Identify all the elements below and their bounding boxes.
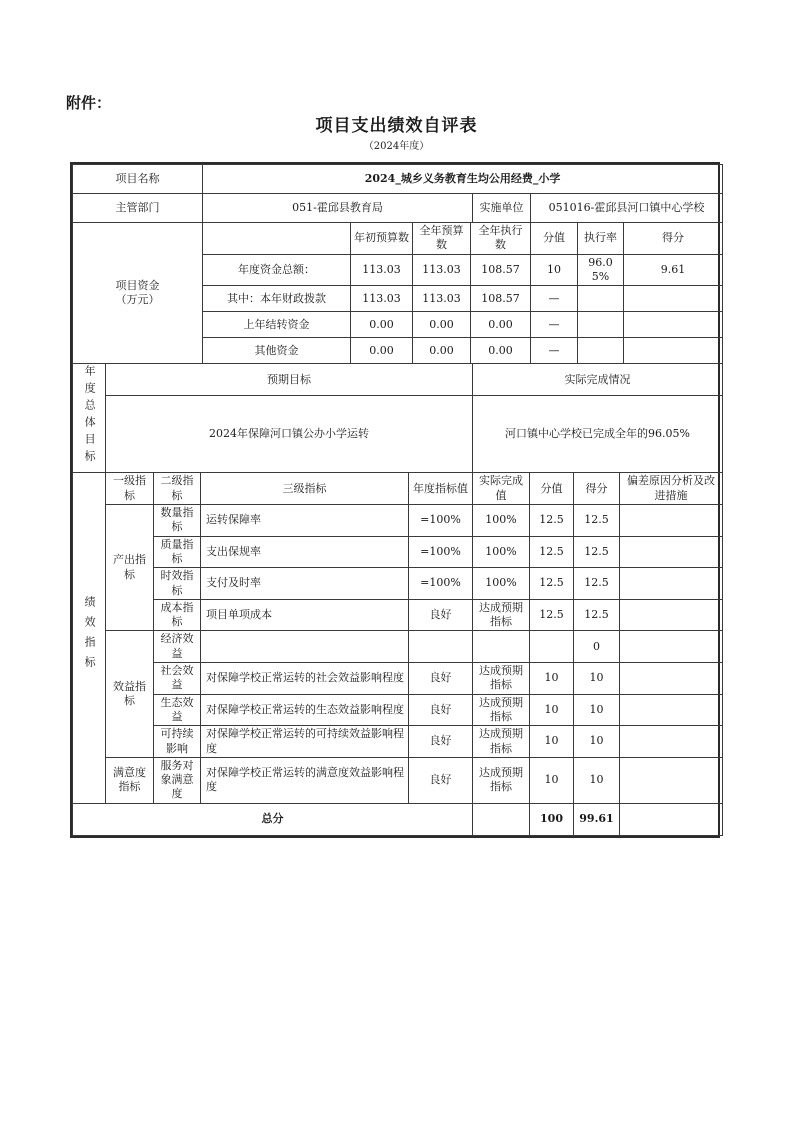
target-cell: 良好 [409,599,473,631]
funds-cell-score: — [531,312,578,338]
goal-side-label [73,364,106,473]
funds-cell-full-year: 113.03 [413,254,471,286]
level3-cell: 运转保障率 [201,505,409,537]
goal-side-label-text: 年度总体目标 [83,365,97,468]
funds-cell-full-year: 0.00 [413,312,471,338]
funds-cell-points [624,312,723,338]
level3-cell: 对保障学校正常运转的满意度效益影响程度 [201,757,409,803]
deviation-cell [620,505,723,537]
project-info-table [72,164,723,223]
points-cell: 0 [574,631,620,663]
funds-cell-points: 9.61 [624,254,723,286]
actual-cell: 100% [473,536,530,568]
points-cell: 12.5 [574,505,620,537]
level2-cell: 经济效益 [154,631,201,663]
funds-cell-points [624,338,723,364]
points-cell: 12.5 [574,568,620,600]
funds-cell-initial: 113.03 [351,286,413,312]
deviation-cell [620,694,723,726]
level3-cell: 对保障学校正常运转的可持续效益影响程度 [201,726,409,758]
indicator-row [73,631,723,663]
indicator-row [73,536,723,568]
unit-value: 051016-霍邱县河口镇中心学校 [531,194,723,223]
level3-cell: 对保障学校正常运转的社会效益影响程度 [201,663,409,695]
project-name-row [73,165,723,194]
score-cell: 12.5 [530,599,574,631]
score-cell: 10 [530,694,574,726]
self-eval-table [70,162,720,838]
header-deviation: 偏差原因分析及改进措施 [620,473,723,505]
deviation-cell [620,536,723,568]
funds-header-empty [203,223,351,255]
indicators-table [72,472,723,835]
total-row [73,803,723,835]
indicator-row [73,726,723,758]
level3-cell [201,631,409,663]
level2-cell: 成本指标 [154,599,201,631]
level2-cell: 质量指标 [154,536,201,568]
funds-header-row [73,223,723,255]
project-funds-table [72,222,723,364]
level2-cell: 可持续影响 [154,726,201,758]
level2-cell: 服务对象满意度 [154,757,201,803]
actual-cell: 达成预期指标 [473,599,530,631]
funds-header-executed: 全年执行数 [471,223,531,255]
total-deviation [620,803,723,835]
actual-cell: 100% [473,568,530,600]
score-cell: 10 [530,663,574,695]
indicators-side-label [73,473,106,803]
indicator-row [73,505,723,537]
indicator-row [73,568,723,600]
header-score: 分值 [530,473,574,505]
department-value: 051-霍邱县教育局 [203,194,473,223]
funds-side-label-line2: （万元） [115,293,160,307]
target-cell [409,631,473,663]
funds-cell-score: — [531,286,578,312]
header-level2: 二级指标 [154,473,201,505]
score-cell [530,631,574,663]
deviation-cell [620,631,723,663]
score-cell: 10 [530,757,574,803]
funds-header-points: 得分 [624,223,723,255]
points-cell: 12.5 [574,536,620,568]
points-cell: 10 [574,726,620,758]
indicator-row [73,757,723,803]
indicator-row [73,663,723,695]
actual-cell: 达成预期指标 [473,663,530,695]
funds-cell-full-year: 113.03 [413,286,471,312]
target-cell: 良好 [409,663,473,695]
total-score: 100 [530,803,574,835]
header-target: 年度指标值 [409,473,473,505]
level3-cell: 项目单项成本 [201,599,409,631]
page-title: 项目支出绩效自评表 [315,116,478,136]
indicators-side-label-text: 绩效指标 [83,595,97,676]
actual-cell: 达成预期指标 [473,694,530,726]
funds-cell-initial: 113.03 [351,254,413,286]
project-name-value: 2024_城乡义务教育生均公用经费_小学 [203,165,723,194]
funds-cell-score: 10 [531,254,578,286]
annual-goal-table [72,363,723,473]
level2-cell: 生态效益 [154,694,201,726]
funds-cell-rate [578,338,624,364]
funds-cell-full-year: 0.00 [413,338,471,364]
points-cell: 10 [574,757,620,803]
header-level3: 三级指标 [201,473,409,505]
total-actual [473,803,530,835]
level1-benefit: 效益指标 [106,631,154,757]
target-cell: 良好 [409,726,473,758]
funds-cell-executed: 108.57 [471,286,531,312]
goal-content-row [73,396,723,473]
level1-satisfaction: 满意度指标 [106,757,154,803]
funds-cell-points [624,286,723,312]
deviation-cell [620,757,723,803]
funds-row-label: 上年结转资金 [203,312,351,338]
funds-cell-initial: 0.00 [351,312,413,338]
indicators-header-row [73,473,723,505]
points-cell: 12.5 [574,599,620,631]
funds-side-label-line1: 项目资金 [115,278,160,292]
actual-cell [473,631,530,663]
level2-cell: 时效指标 [154,568,201,600]
header-level1: 一级指标 [106,473,154,505]
deviation-cell [620,568,723,600]
target-cell: 良好 [409,694,473,726]
level2-cell: 数量指标 [154,505,201,537]
funds-cell-rate [578,286,624,312]
deviation-cell [620,599,723,631]
deviation-cell [620,726,723,758]
funds-cell-rate [578,312,624,338]
funds-row-label: 其中：本年财政拨款 [203,286,351,312]
indicator-row [73,599,723,631]
funds-side-label [73,223,203,364]
score-cell: 12.5 [530,568,574,600]
funds-cell-initial: 0.00 [351,338,413,364]
goal-expected-header: 预期目标 [106,364,473,396]
funds-cell-score: — [531,338,578,364]
actual-cell: 达成预期指标 [473,726,530,758]
target-cell: 良好 [409,757,473,803]
funds-cell-executed: 108.57 [471,254,531,286]
funds-cell-executed: 0.00 [471,338,531,364]
points-cell: 10 [574,663,620,695]
department-row [73,194,723,223]
actual-cell: 达成预期指标 [473,757,530,803]
funds-header-score: 分值 [531,223,578,255]
target-cell: =100% [409,536,473,568]
header-points: 得分 [574,473,620,505]
project-name-label: 项目名称 [73,165,203,194]
funds-header-full-year: 全年预算数 [413,223,471,255]
goal-expected-value: 2024年保障河口镇公办小学运转 [106,396,473,473]
department-label: 主管部门 [73,194,203,223]
indicator-row [73,694,723,726]
funds-cell-executed: 0.00 [471,312,531,338]
actual-cell: 100% [473,505,530,537]
attachment-label: 附件： [66,94,112,112]
funds-row-label: 其他资金 [203,338,351,364]
header-actual: 实际完成值 [473,473,530,505]
unit-label: 实施单位 [473,194,531,223]
target-cell: =100% [409,505,473,537]
deviation-cell [620,663,723,695]
points-cell: 10 [574,694,620,726]
level3-cell: 对保障学校正常运转的生态效益影响程度 [201,694,409,726]
page-subtitle: （2024年度） [363,141,430,152]
goal-actual-header: 实际完成情况 [473,364,723,396]
level3-cell: 支出保规率 [201,536,409,568]
score-cell: 12.5 [530,505,574,537]
funds-row-label: 年度资金总额： [203,254,351,286]
goal-header-row [73,364,723,396]
funds-header-initial: 年初预算数 [351,223,413,255]
total-label: 总分 [73,803,473,835]
score-cell: 10 [530,726,574,758]
funds-cell-rate: 96.05% [578,254,624,286]
funds-header-rate: 执行率 [578,223,624,255]
goal-actual-value: 河口镇中心学校已完成全年的96.05% [473,396,723,473]
target-cell: =100% [409,568,473,600]
score-cell: 12.5 [530,536,574,568]
total-points: 99.61 [574,803,620,835]
level3-cell: 支付及时率 [201,568,409,600]
level2-cell: 社会效益 [154,663,201,695]
level1-output: 产出指标 [106,505,154,631]
